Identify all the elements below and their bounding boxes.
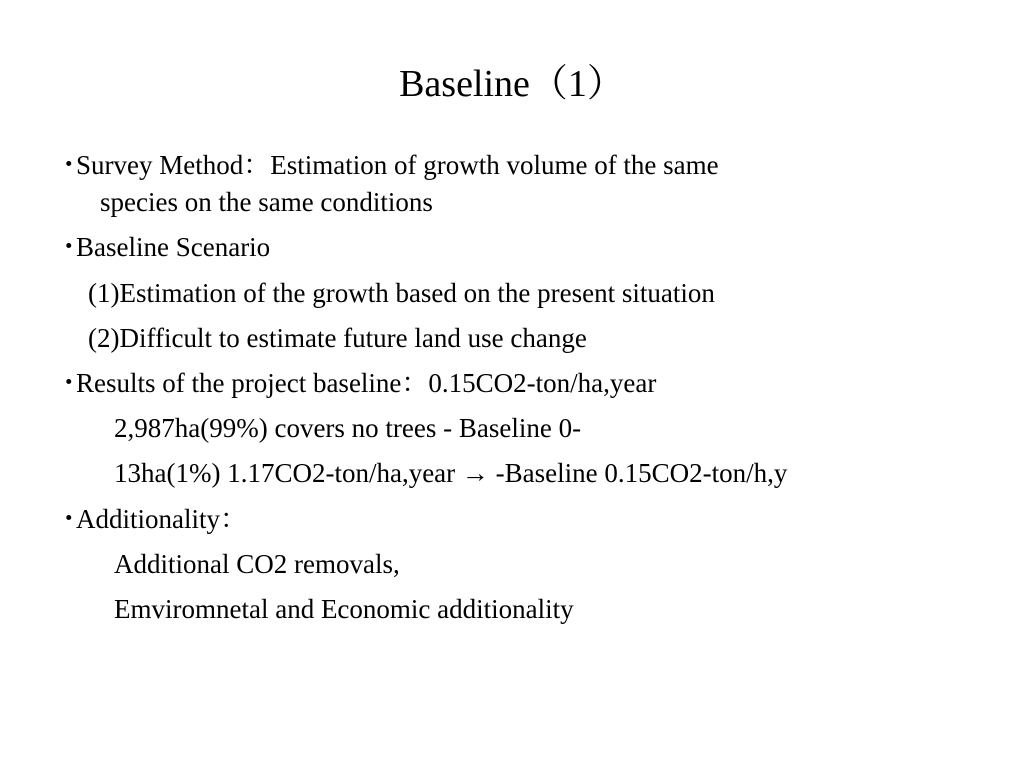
baseline-scenario-text: Baseline Scenario [76, 232, 271, 262]
baseline-scenario-item-1: (1)Estimation of the growth based on the present situation [88, 278, 715, 308]
additionality-detail-2: Emviromnetal and Economic additionality [114, 594, 574, 624]
survey-method-text: Survey Method：Estimation of growth volume of the same [76, 150, 719, 180]
bullet-marker: ･ [62, 150, 76, 180]
results-text: Results of the project baseline：0.15CO2-ton/ha,year [76, 368, 657, 398]
bullet-marker: ･ [62, 368, 76, 398]
results-detail-1: 2,987ha(99%) covers no trees - Baseline 0- [114, 413, 582, 443]
bullet-marker: ･ [62, 232, 76, 262]
slide-title: Baseline（1） [399, 63, 625, 105]
bullet-baseline-scenario [62, 229, 270, 265]
additionality-text: Additionality： [76, 504, 247, 534]
additionality-detail-1: Additional CO2 removals, [114, 549, 400, 579]
bullet-additionality [62, 501, 247, 537]
bullet-marker: ･ [62, 504, 76, 534]
results-detail-2: 13ha(1%) 1.17CO2-ton/ha,year → -Baseline 0.15CO2-ton/h,y [114, 458, 788, 488]
survey-method-continuation: species on the same conditions [100, 187, 433, 217]
bullet-survey-method [62, 147, 719, 183]
bullet-results [62, 365, 656, 401]
baseline-scenario-item-2: (2)Difficult to estimate future land use change [88, 323, 587, 353]
